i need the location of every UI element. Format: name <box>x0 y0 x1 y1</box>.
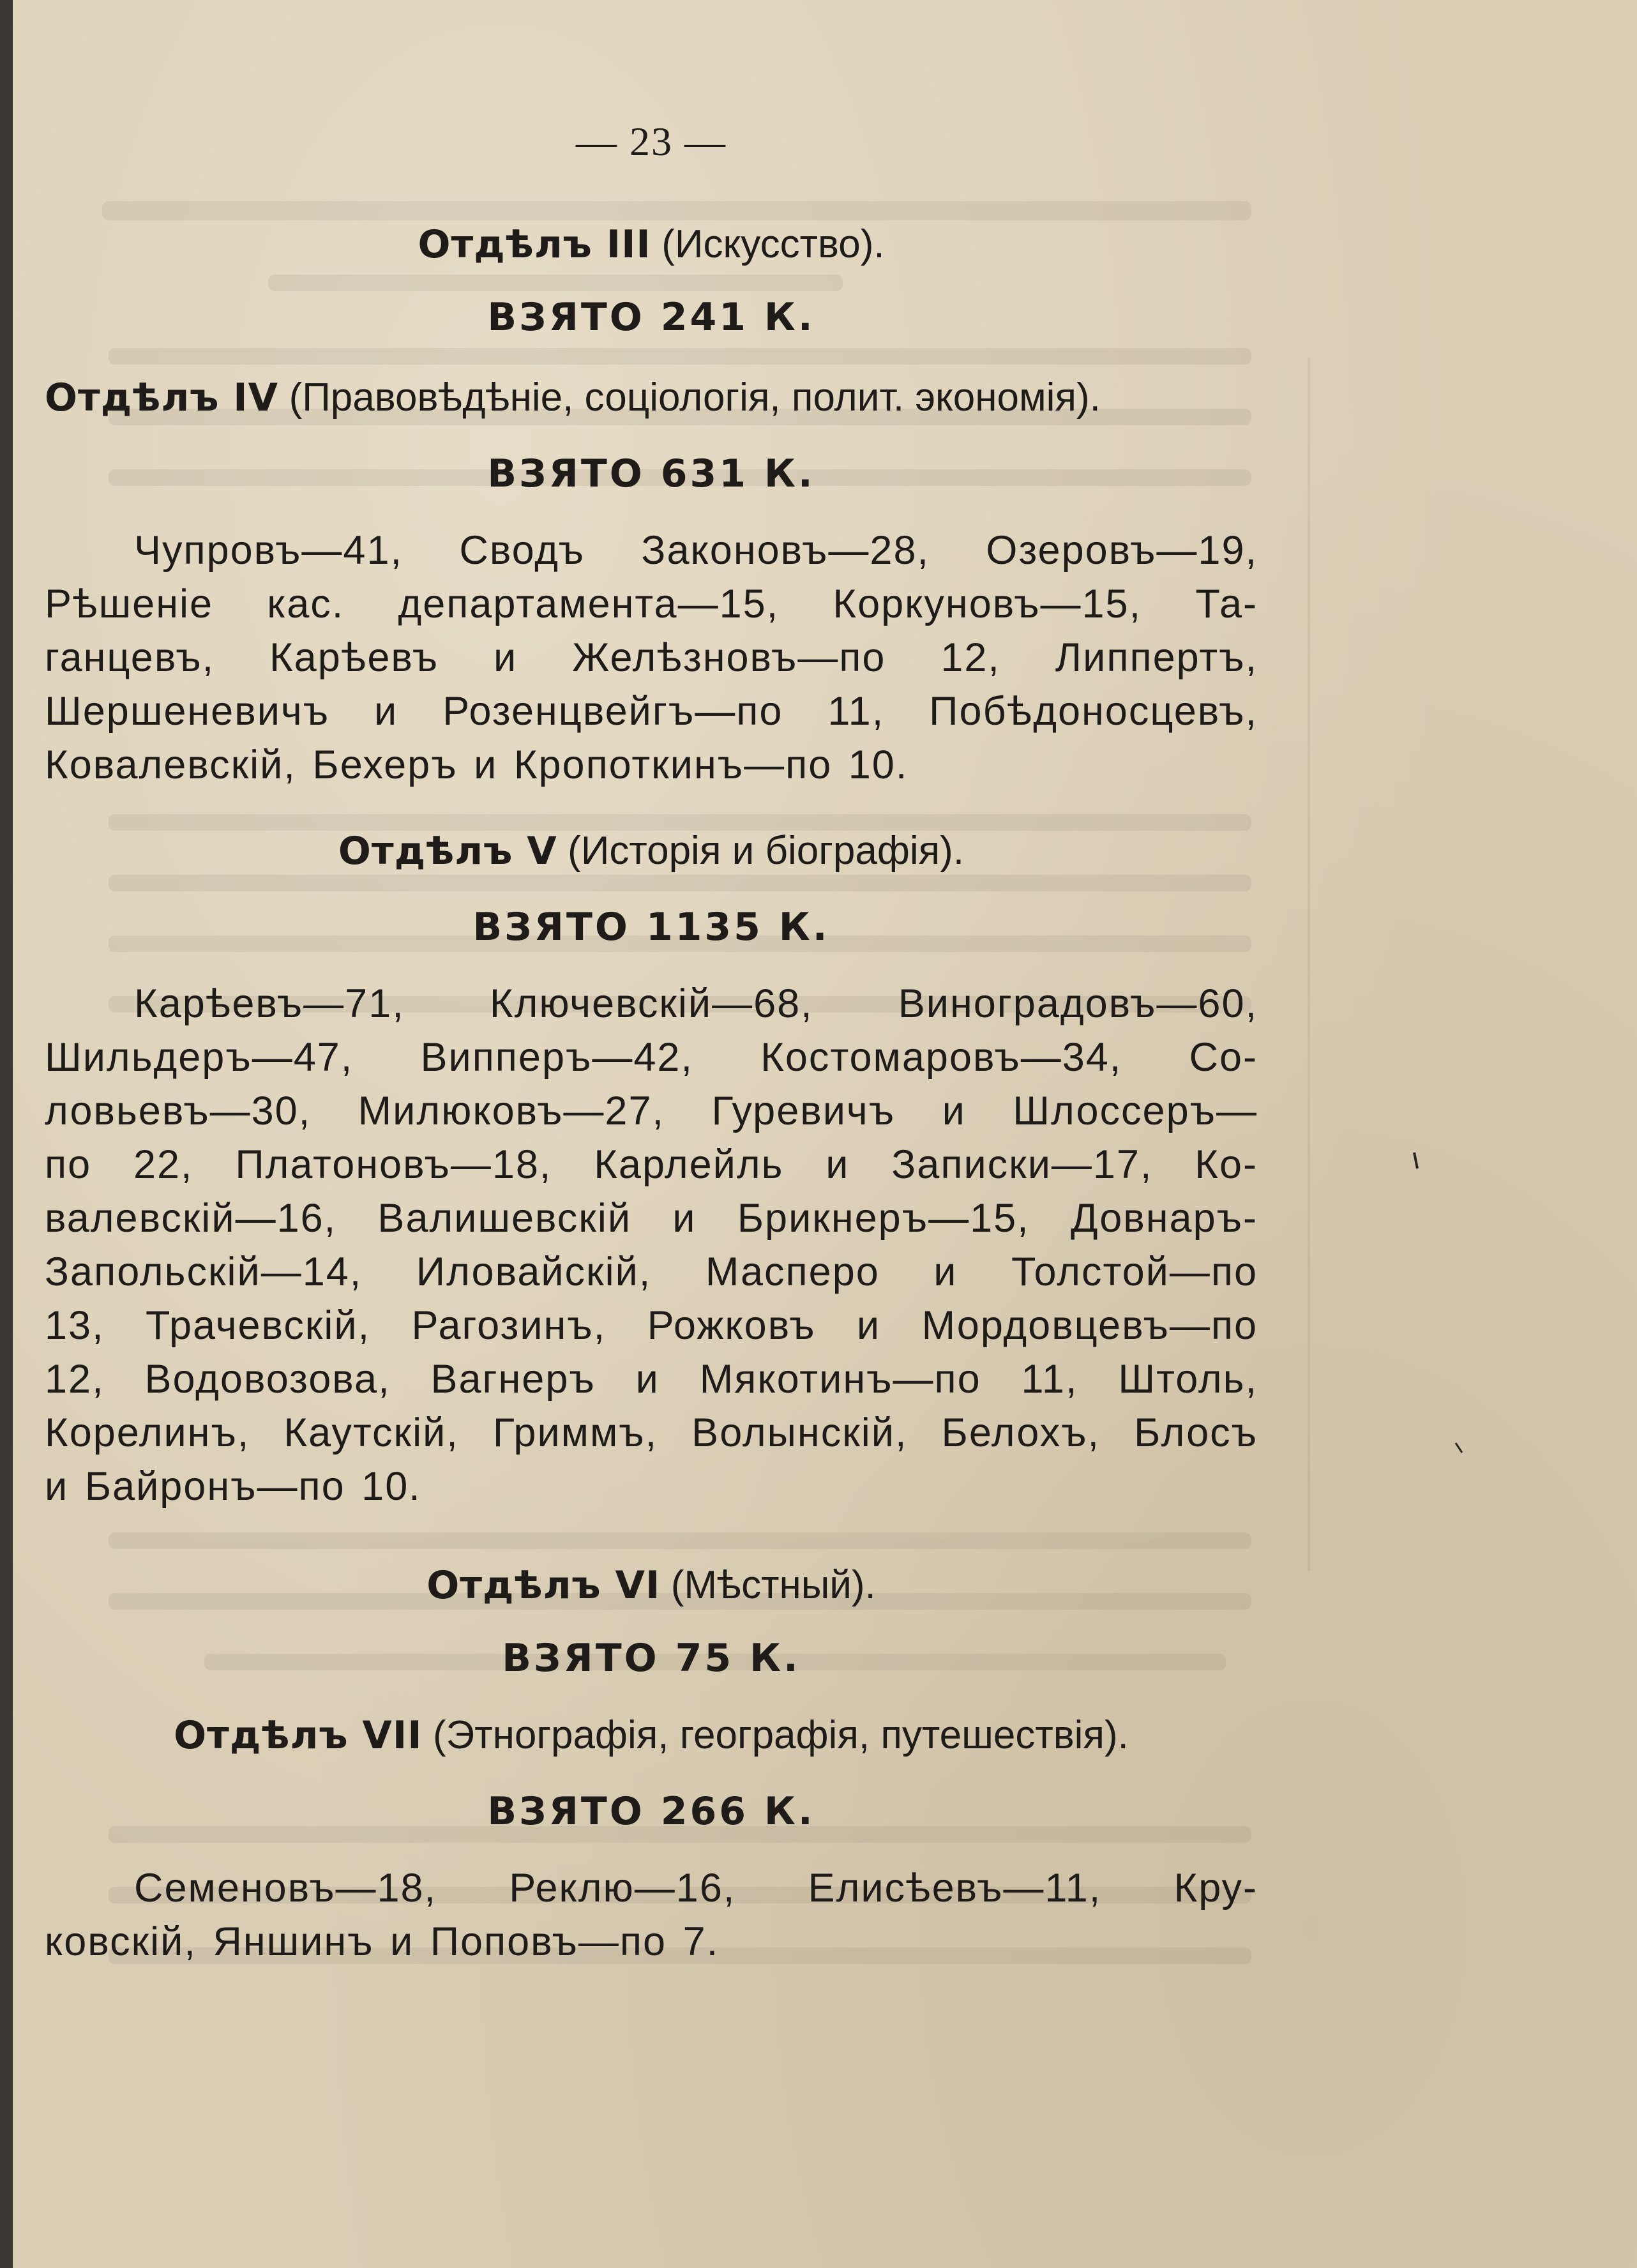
section-heading <box>45 1558 1258 1612</box>
section-heading <box>45 824 1258 878</box>
section-title: (Мѣстный). <box>670 1563 876 1607</box>
text-line: и Байронъ—по 10. <box>45 1464 421 1509</box>
text-line: ганцевъ, Карѣевъ и Желѣзновъ—по 12, Липпертъ, <box>45 635 1258 680</box>
text-line: Рѣшеніе кас. департамента—15, Коркуновъ—15, Та- <box>45 582 1258 626</box>
text-line: Шершеневичъ и Розенцвейгъ—по 11, Побѣдоносцевъ, <box>45 689 1258 734</box>
books-taken: ВЗЯТО 631 К. <box>487 451 815 496</box>
text-line: валевскій—16, Валишевскій и Брикнеръ—15, Довнаръ- <box>45 1196 1258 1241</box>
authors-paragraph <box>45 524 1258 792</box>
text-line: 12, Водовозова, Вагнеръ и Мякотинъ—по 11, Штоль, <box>45 1357 1258 1402</box>
books-taken: ВЗЯТО 75 К. <box>502 1636 801 1681</box>
text-line: Корелинъ, Каутскій, Гриммъ, Волынскій, Белохъ, Блосъ <box>45 1410 1258 1455</box>
text-line: 13, Трачевскій, Рагозинъ, Рожковъ и Мордовцевъ—по <box>45 1303 1258 1348</box>
authors-paragraph <box>45 977 1258 1513</box>
section-label: Отдѣлъ VI <box>426 1563 661 1608</box>
text-line: Шильдеръ—47, Випперъ—42, Костомаровъ—34, Со- <box>45 1035 1258 1080</box>
section-label: Отдѣлъ V <box>338 829 557 873</box>
text-line: по 22, Платоновъ—18, Карлейль и Записки—17, Ко- <box>45 1142 1258 1187</box>
section-title: (Искусство). <box>661 222 885 266</box>
text-line: ловьевъ—30, Милюковъ—27, Гуревичъ и Шлоссеръ— <box>45 1089 1258 1133</box>
section-label: Отдѣлъ IV <box>45 375 279 420</box>
section-label: Отдѣлъ III <box>418 222 651 267</box>
page-number: — 23 — <box>576 119 727 164</box>
section-title: (Исторія и біографія). <box>568 829 965 873</box>
books-taken: ВЗЯТО 1135 К. <box>472 905 830 949</box>
section-label: Отдѣлъ VII <box>174 1713 423 1758</box>
books-taken: ВЗЯТО 241 К. <box>487 295 815 340</box>
section-title: (Этнографія, географія, путешествія). <box>433 1713 1129 1757</box>
text-line: Карѣевъ—71, Ключевскій—68, Виноградовъ—60, <box>134 981 1258 1026</box>
books-taken: ВЗЯТО 266 К. <box>487 1789 815 1834</box>
text-line: Семеновъ—18, Реклю—16, Елисѣевъ—11, Кру- <box>134 1866 1258 1910</box>
section-heading <box>45 217 1258 271</box>
text-line: Чупровъ—41, Сводъ Законовъ—28, Озеровъ—19, <box>134 528 1258 573</box>
text-line: Ковалевскій, Бехеръ и Кропоткинъ—по 10. <box>45 743 909 787</box>
text-line: Запольскій—14, Иловайскій, Масперо и Толстой—по <box>45 1250 1258 1294</box>
text-line: ковскій, Яншинъ и Поповъ—по 7. <box>45 1919 720 1964</box>
book-page <box>13 0 1637 2268</box>
authors-paragraph <box>45 1861 1258 1969</box>
section-heading <box>45 1708 1258 1762</box>
section-title: (Правовѣдѣніе, соціологія, полит. экономія). <box>289 375 1101 420</box>
section-heading <box>45 370 1258 425</box>
